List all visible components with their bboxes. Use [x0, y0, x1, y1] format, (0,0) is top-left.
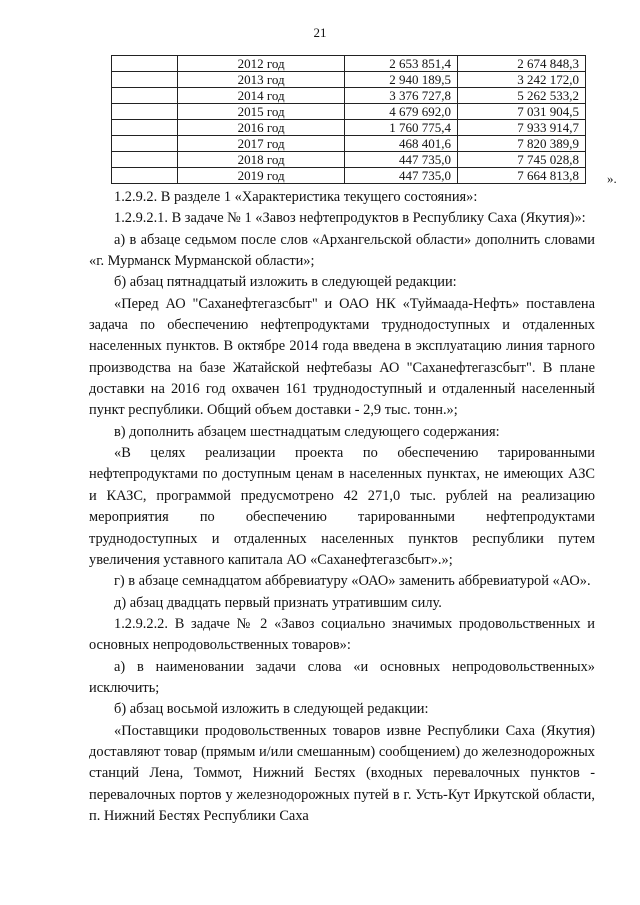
- table-cell-value-2: 5 262 533,2: [457, 88, 585, 104]
- table-cell-value-2: 2 674 848,3: [457, 56, 585, 72]
- paragraph: б) абзац пятнадцатый изложить в следующей редакции:: [114, 274, 457, 291]
- table-cell-year: 2019 год: [178, 168, 344, 184]
- table-cell-value-1: 4 679 692,0: [344, 104, 457, 120]
- table-row: [112, 56, 586, 72]
- table-row: [112, 152, 586, 168]
- table-cell-year: 2014 год: [178, 88, 344, 104]
- table-cell-year: 2018 год: [178, 152, 344, 168]
- paragraph: 1.2.9.2. В разделе 1 «Характеристика текущего состояния»:: [114, 189, 478, 205]
- table-cell-year: 2012 год: [178, 56, 344, 72]
- table-cell-empty: [112, 120, 178, 136]
- paragraph: а) в абзаце седьмом после слов «Архангельской области» дополнить словами «г. Мурманск Мурманской области»;: [89, 231, 595, 270]
- table-cell-empty: [112, 152, 178, 168]
- table-row: [112, 168, 586, 184]
- paragraph: «Перед АО "Саханефтегазсбыт" и ОАО НК «Туймаада-Нефть» поставлена задача по обеспечению нефтепродуктами труднодоступных и отдаленных населенных пунктов. В октябре 2014 года введена в эксплуатацию линия тарного производства на базе Жатайской нефтебазы АО "Саханефтегазсбыт". В плане доставки на 2016 год охвачен 161 труднодоступный и отдаленный населенный пункт республики. Общий объем доставки - 2,9 тыс. тонн.»;: [89, 295, 595, 419]
- paragraph: «Поставщики продовольственных товаров извне Республики Саха (Якутия) доставляют товар (прямым и/или смешанным) сообщением) до железнодорожных станций Лена, Томмот, Нижний Бестях (входных перевалочных пунктов - перевалочных портов у железнодорожных путей в г. Усть-Кут Иркутской области, п. Нижний Бестях Республики Саха: [89, 722, 595, 824]
- paragraph: а) в наименовании задачи слова «и основных непродовольственных» исключить;: [89, 658, 595, 696]
- body-text: [89, 187, 595, 827]
- page-number: 21: [313, 25, 327, 40]
- paragraph: д) абзац двадцать первый признать утратившим силу.: [114, 594, 442, 611]
- table-row: [112, 120, 586, 136]
- paragraph: 1.2.9.2.2. В задаче № 2 «Завоз социально значимых продовольственных и основных непродовольственных товаров»:: [89, 615, 595, 654]
- table-cell-empty: [112, 168, 178, 184]
- table-cell-value-1: 1 760 775,4: [344, 120, 457, 136]
- table-cell-value-1: 447 735,0: [344, 152, 457, 168]
- table-cell-value-2: 7 745 028,8: [457, 152, 585, 168]
- paragraph: б) абзац восьмой изложить в следующей редакции:: [114, 701, 429, 718]
- table-cell-value-1: 2 940 189,5: [344, 72, 457, 88]
- table-cell-year: 2015 год: [178, 104, 344, 120]
- table-cell-empty: [112, 104, 178, 120]
- table-cell-value-2: 7 820 389,9: [457, 136, 585, 152]
- table-body: [112, 56, 586, 184]
- table-cell-value-1: 2 653 851,4: [344, 56, 457, 72]
- table-cell-year: 2013 год: [178, 72, 344, 88]
- paragraph: «В целях реализации проекта по обеспечению тарированными нефтепродуктами по доступным ценам в населенных пунктах, не имеющих АЗС и КАЗС, программой предусмотрено 42 271,0 тыс. рублей на реализацию мероприятия по обеспечению тарированными нефтепродуктами труднодоступных и отдаленных населенных пунктов республики путем увеличения уставного капитала АО «Саханефтегазсбыт».»;: [89, 445, 595, 568]
- table-cell-value-1: 3 376 727,8: [344, 88, 457, 104]
- table-cell-empty: [112, 72, 178, 88]
- paragraph: 1.2.9.2.1. В задаче № 1 «Завоз нефтепродуктов в Республику Саха (Якутия)»:: [114, 210, 586, 227]
- table-row: [112, 88, 586, 104]
- table-cell-value-2: 3 242 172,0: [457, 72, 585, 88]
- table-cell-value-2: 7 664 813,8: [457, 168, 585, 184]
- table-cell-value-1: 447 735,0: [344, 168, 457, 184]
- table-cell-empty: [112, 136, 178, 152]
- table-cell-value-1: 468 401,6: [344, 136, 457, 152]
- table-cell-empty: [112, 88, 178, 104]
- table-cell-value-2: 7 933 914,7: [457, 120, 585, 136]
- table-row: [112, 104, 586, 120]
- table-row: [112, 72, 586, 88]
- table-closing-quote: ».: [607, 171, 617, 186]
- table-row: [112, 136, 586, 152]
- table-cell-value-2: 7 031 904,5: [457, 104, 585, 120]
- paragraph: г) в абзаце семнадцатом аббревиатуру «ОАО» заменить аббревиатурой «АО».: [114, 573, 591, 590]
- year-values-table: [111, 55, 586, 184]
- table-cell-empty: [112, 56, 178, 72]
- table-cell-year: 2017 год: [178, 136, 344, 152]
- paragraph: в) дополнить абзацем шестнадцатым следующего содержания:: [114, 423, 500, 440]
- table-cell-year: 2016 год: [178, 120, 344, 136]
